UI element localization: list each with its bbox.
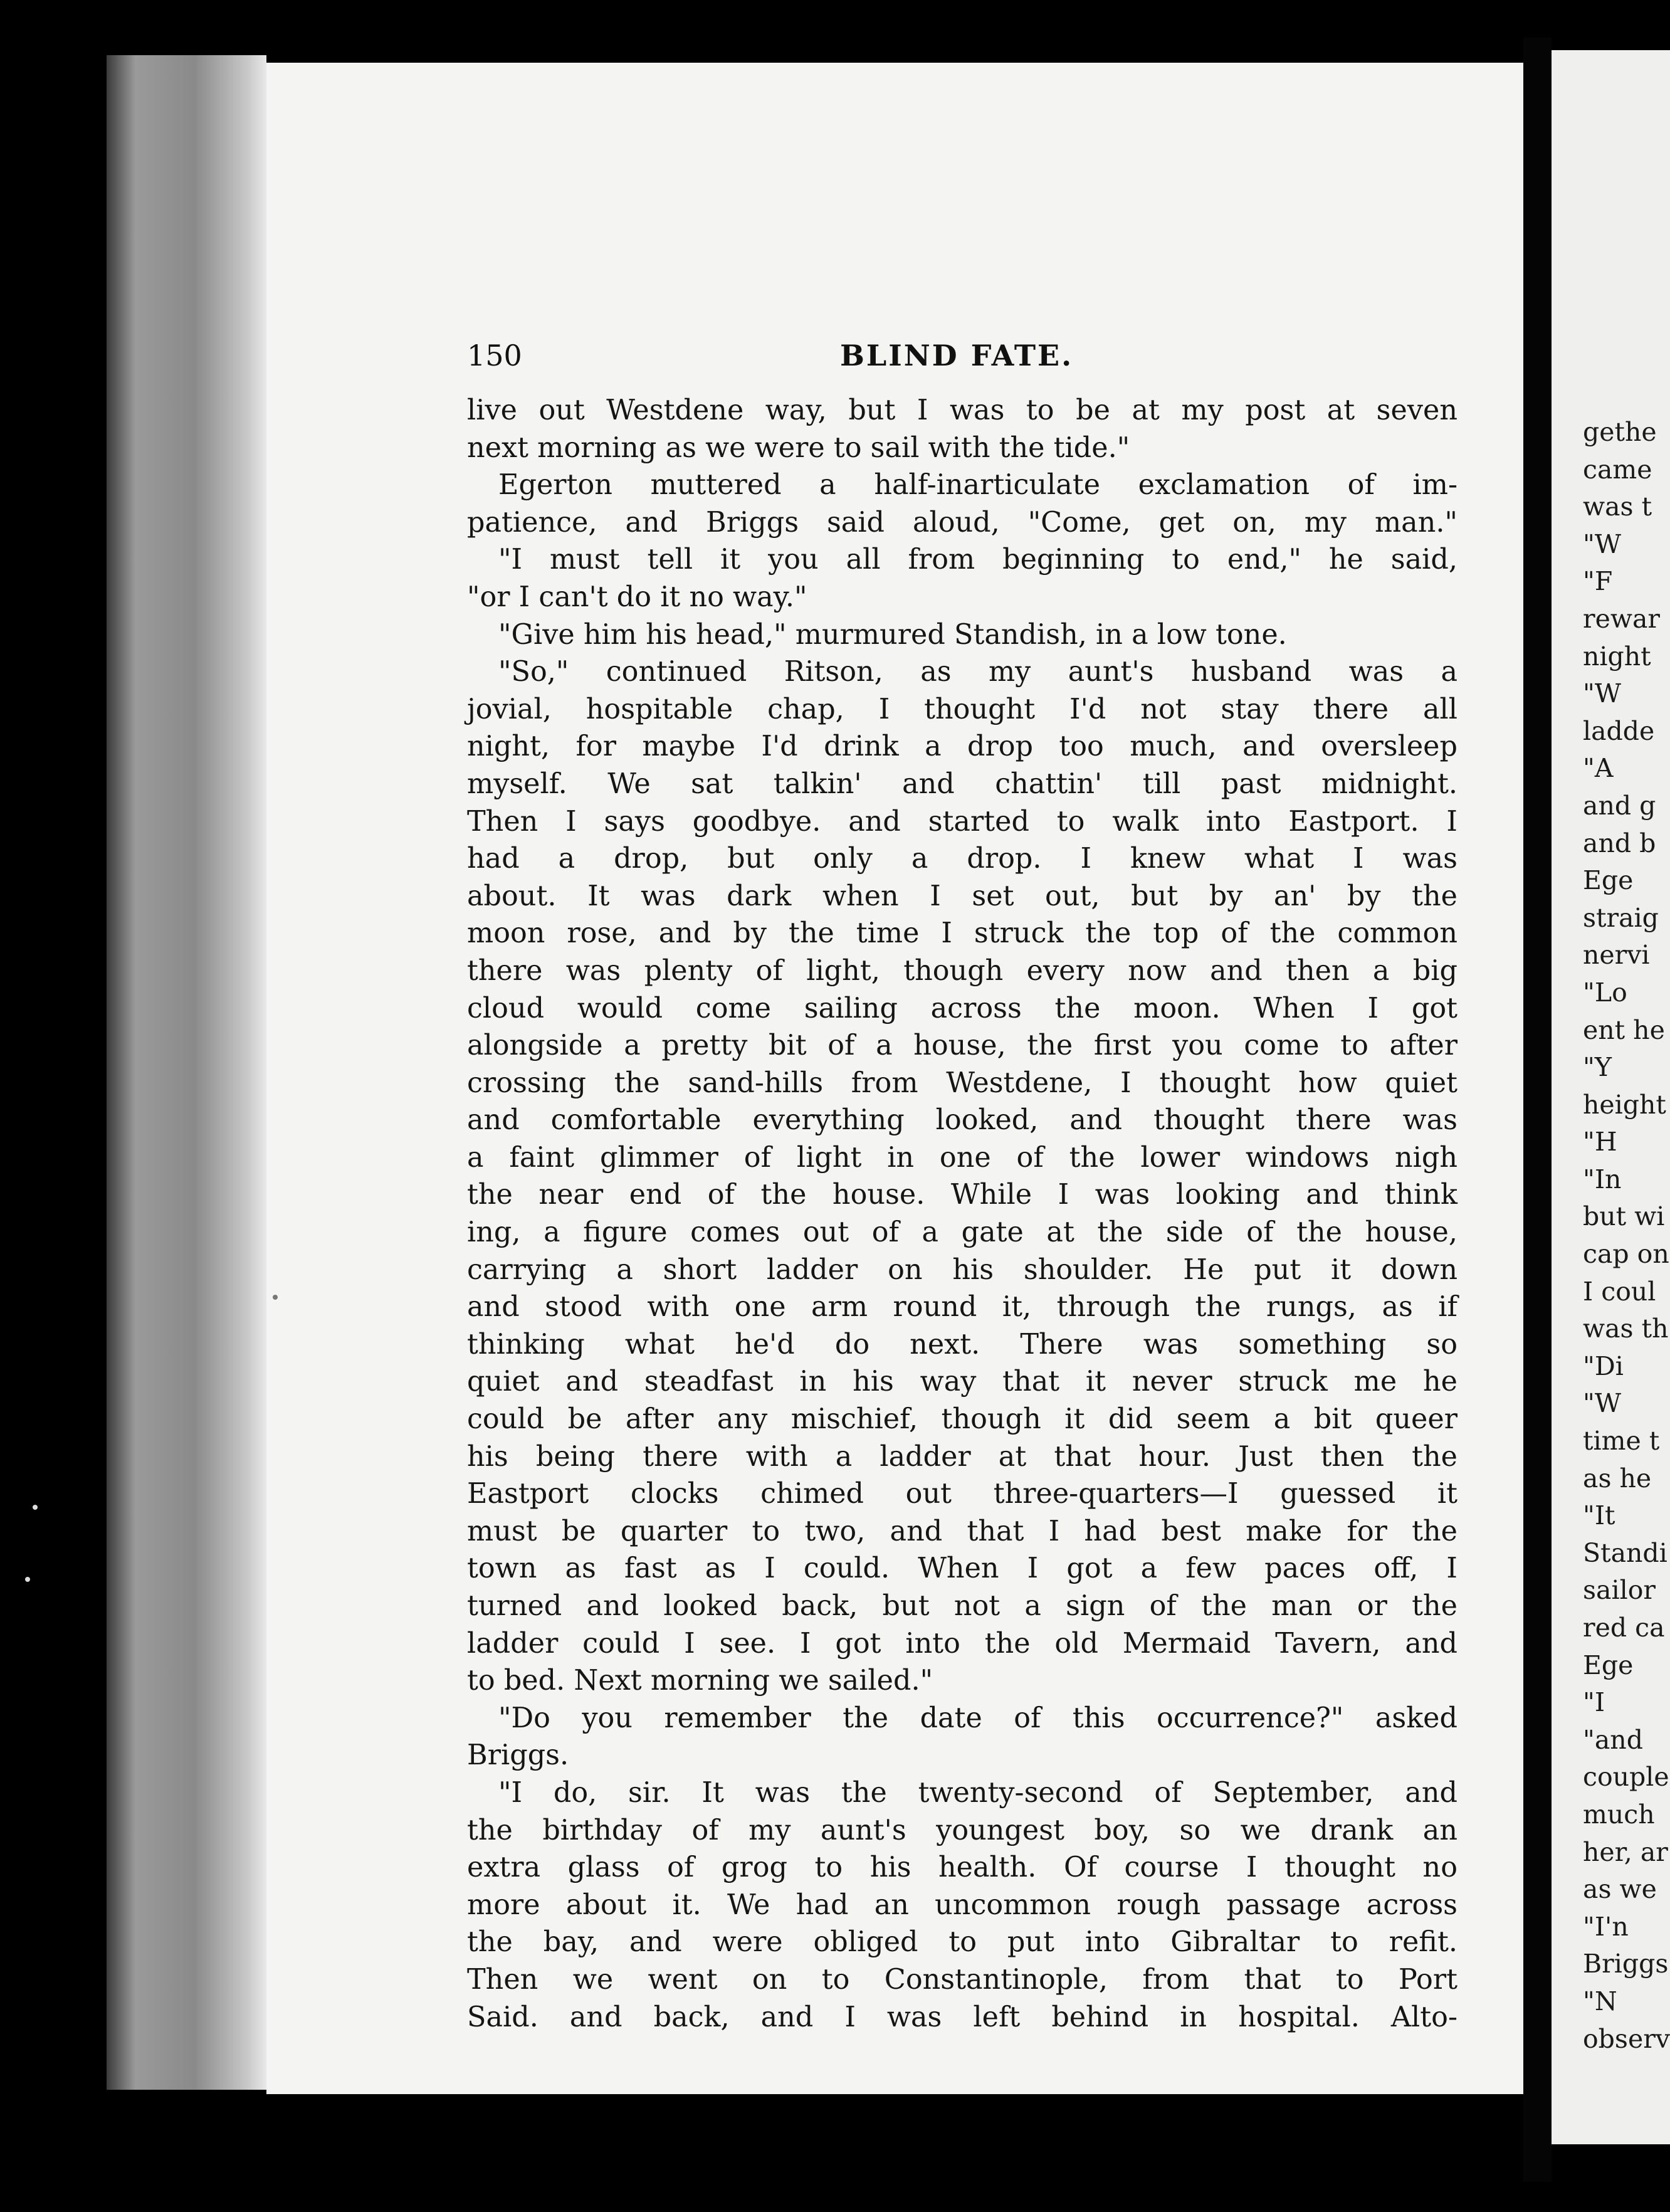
text-line: must be quarter to two, and that I had best make for the bbox=[467, 1515, 1457, 1547]
page-number: 150 bbox=[467, 339, 522, 372]
scan-speck bbox=[33, 1505, 38, 1510]
text-line: moon rose, and by the time I struck the top of the common bbox=[467, 917, 1457, 950]
right-page-line: cap on bbox=[1583, 1239, 1669, 1270]
text-line: "I must tell it you all from beginning to end," he said, bbox=[498, 544, 1457, 576]
right-page-line: observ bbox=[1583, 2023, 1670, 2054]
right-page-line: "It bbox=[1583, 1500, 1615, 1531]
right-page-line: much bbox=[1583, 1799, 1655, 1830]
right-page-line: "W bbox=[1583, 678, 1621, 709]
book-gutter bbox=[1523, 38, 1552, 2182]
right-page-line: nervi bbox=[1583, 940, 1650, 971]
text-line: carrying a short ladder on his shoulder. He put it down bbox=[467, 1253, 1457, 1286]
text-line: jovial, hospitable chap, I thought I'd not stay there all bbox=[467, 693, 1457, 725]
page-header bbox=[467, 339, 1457, 376]
right-page-line: Ege bbox=[1583, 1650, 1634, 1680]
text-line: town as fast as I could. When I got a few paces off, I bbox=[467, 1552, 1457, 1585]
text-line: a faint glimmer of light in one of the lower windows nigh bbox=[467, 1141, 1457, 1174]
text-line: the bay, and were obliged to put into Gibraltar to refit. bbox=[467, 1926, 1457, 1959]
text-line: Then we went on to Constantinople, from that to Port bbox=[467, 1963, 1457, 1996]
text-line: could be after any mischief, though it did seem a bit queer bbox=[467, 1403, 1457, 1436]
text-line: live out Westdene way, but I was to be at my post at seven bbox=[467, 394, 1457, 426]
right-page-line: rewar bbox=[1583, 603, 1660, 634]
right-page-text-fragments bbox=[1583, 414, 1670, 2058]
text-line: Eastport clocks chimed out three-quarters—I guessed it bbox=[467, 1478, 1457, 1510]
right-page-line: time t bbox=[1583, 1426, 1660, 1456]
text-line: and stood with one arm round it, through the rungs, as if bbox=[467, 1291, 1457, 1324]
right-page-line: "H bbox=[1583, 1127, 1617, 1157]
right-page-line: was t bbox=[1583, 492, 1652, 522]
right-page-line: and g bbox=[1583, 790, 1656, 821]
right-page-line: couple bbox=[1583, 1762, 1669, 1793]
text-line: thinking what he'd do next. There was something so bbox=[467, 1328, 1457, 1361]
text-line: about. It was dark when I set out, but by an' by the bbox=[467, 880, 1457, 912]
text-line: ing, a figure comes out of a gate at the side of the house, bbox=[467, 1216, 1457, 1249]
text-line: night, for maybe I'd drink a drop too much, and oversleep bbox=[467, 730, 1457, 763]
main-text-column bbox=[467, 392, 1457, 2036]
right-page-line: came bbox=[1583, 454, 1652, 485]
right-page-line: Standi bbox=[1583, 1537, 1667, 1568]
text-line: the near end of the house. While I was looking and think bbox=[467, 1179, 1457, 1211]
text-line: "or I can't do it no way." bbox=[467, 581, 807, 613]
text-line: next morning as we were to sail with the tide." bbox=[467, 431, 1130, 464]
text-line: patience, and Briggs said aloud, "Come, get on, my man." bbox=[467, 506, 1457, 539]
right-page-line: straig bbox=[1583, 902, 1659, 933]
text-line: to bed. Next morning we sailed." bbox=[467, 1665, 933, 1697]
text-line: Briggs. bbox=[467, 1739, 569, 1772]
text-line: crossing the sand-hills from Westdene, I thought how quiet bbox=[467, 1066, 1457, 1099]
right-page-line: her, ar bbox=[1583, 1836, 1668, 1867]
right-page-line: "N bbox=[1583, 1986, 1617, 2016]
right-page-line: "I bbox=[1583, 1687, 1605, 1718]
book-page-edges bbox=[107, 55, 266, 2090]
text-line: extra glass of grog to his health. Of course I thought no bbox=[467, 1851, 1457, 1884]
text-line: Said. and back, and I was left behind in hospital. Alto- bbox=[467, 2001, 1457, 2033]
right-page-line: and b bbox=[1583, 828, 1656, 858]
text-line: there was plenty of light, though every now and then a big bbox=[467, 954, 1457, 987]
text-line: had a drop, but only a drop. I knew what I was bbox=[467, 843, 1457, 875]
right-page-line: as he bbox=[1583, 1463, 1652, 1493]
text-line: alongside a pretty bit of a house, the first you come to after bbox=[467, 1030, 1457, 1062]
right-page-line: night bbox=[1583, 641, 1651, 672]
text-line: turned and looked back, but not a sign of the man or the bbox=[467, 1590, 1457, 1622]
text-line: his being there with a ladder at that hour. Just then the bbox=[467, 1440, 1457, 1473]
right-page-line: sailor bbox=[1583, 1575, 1656, 1606]
text-line: Egerton muttered a half-inarticulate exclamation of im- bbox=[498, 469, 1457, 502]
right-page-line: was th bbox=[1583, 1314, 1669, 1344]
scan-speck bbox=[273, 1295, 278, 1300]
right-page-line: "Di bbox=[1583, 1351, 1624, 1381]
text-line: "Give him his head," murmured Standish, in a low tone. bbox=[498, 618, 1287, 651]
right-page-line: gethe bbox=[1583, 417, 1657, 447]
right-page-line: red ca bbox=[1583, 1613, 1665, 1643]
text-line: "Do you remember the date of this occurrence?" asked bbox=[498, 1702, 1457, 1734]
right-page-line: ent he bbox=[1583, 1014, 1665, 1045]
text-line: ladder could I see. I got into the old Mermaid Tavern, and bbox=[467, 1627, 1457, 1660]
right-page-line: "In bbox=[1583, 1164, 1622, 1194]
right-page-line: "F bbox=[1583, 566, 1613, 597]
right-page-line: "W bbox=[1583, 529, 1621, 559]
right-page-line: "and bbox=[1583, 1724, 1643, 1755]
right-page-line: height bbox=[1583, 1089, 1666, 1120]
right-page-line: Briggs bbox=[1583, 1949, 1669, 1979]
text-line: cloud would come sailing across the moon. When I got bbox=[467, 992, 1457, 1024]
text-line: and comfortable everything looked, and thought there was bbox=[467, 1104, 1457, 1137]
text-line: "I do, sir. It was the twenty-second of September, and bbox=[498, 1776, 1457, 1809]
running-title: BLIND FATE. bbox=[840, 339, 1074, 372]
right-page-line: "W bbox=[1583, 1388, 1621, 1419]
text-line: quiet and steadfast in his way that it never struck me he bbox=[467, 1366, 1457, 1398]
right-page-line: "I'n bbox=[1583, 1911, 1629, 1942]
right-page-line: I coul bbox=[1583, 1276, 1656, 1307]
text-line: more about it. We had an uncommon rough passage across bbox=[467, 1888, 1457, 1921]
right-page-line: Ege bbox=[1583, 865, 1634, 896]
text-line: the birthday of my aunt's youngest boy, so we drank an bbox=[467, 1814, 1457, 1846]
scan-speck bbox=[25, 1577, 30, 1582]
text-line: "So," continued Ritson, as my aunt's husband was a bbox=[498, 656, 1457, 688]
right-page-line: as we bbox=[1583, 1874, 1657, 1905]
right-page-line: but wi bbox=[1583, 1201, 1665, 1232]
text-line: Then I says goodbye. and started to walk into Eastport. I bbox=[467, 805, 1457, 838]
text-line: myself. We sat talkin' and chattin' till past midnight. bbox=[467, 767, 1457, 800]
right-page-line: "A bbox=[1583, 753, 1614, 784]
right-page-line: "Lo bbox=[1583, 977, 1627, 1008]
right-page-line: "Y bbox=[1583, 1052, 1612, 1083]
right-page-line: ladde bbox=[1583, 715, 1655, 746]
